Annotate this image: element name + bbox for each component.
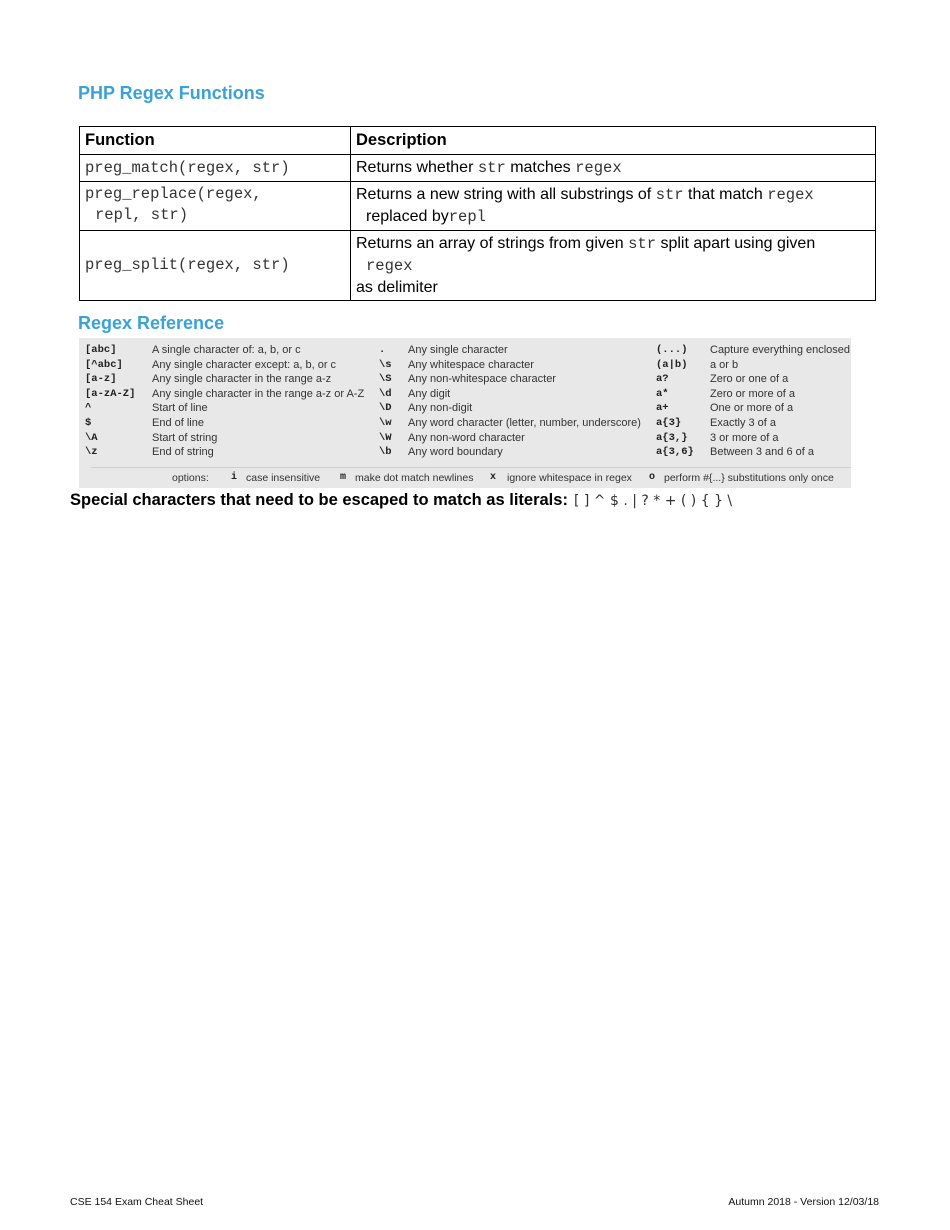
regex-symbol: (a|b) <box>656 358 688 371</box>
regex-description: Any single character in the range a-z <box>152 373 332 386</box>
option-description: make dot match newlines <box>355 472 474 484</box>
inline-code: regex <box>575 159 622 177</box>
regex-description: Any non-whitespace character <box>408 373 556 386</box>
regex-symbol: a{3,} <box>656 431 688 444</box>
regex-symbol: \z <box>85 446 98 459</box>
description-text: Returns a new string with all substrings of <box>356 186 656 203</box>
function-signature-line: preg_split(regex, str) <box>85 256 290 274</box>
regex-reference-box <box>79 338 851 488</box>
regex-symbol: \b <box>379 446 392 459</box>
option-description: ignore whitespace in regex <box>507 472 632 484</box>
regex-description: Start of string <box>152 431 218 444</box>
regex-description: Any whitespace character <box>408 358 534 371</box>
option-description: case insensitive <box>246 472 321 484</box>
inline-code: str <box>477 159 506 177</box>
regex-description: Any non-word character <box>408 431 525 444</box>
description-text: that match <box>683 186 768 203</box>
regex-symbol: [^abc] <box>85 358 123 371</box>
description-text: matches <box>505 159 576 176</box>
description-text: replaced by <box>366 208 449 225</box>
regex-description: Any word boundary <box>408 446 503 459</box>
regex-reference-title: Regex Reference <box>78 313 225 333</box>
regex-description: Between 3 and 6 of a <box>710 446 814 459</box>
description-text: Returns an array of strings from given <box>356 235 629 252</box>
description-header: Description <box>351 127 876 155</box>
option-key: o <box>649 472 656 483</box>
regex-description: Start of line <box>152 402 208 415</box>
regex-symbol: \A <box>85 431 98 444</box>
inline-code: str <box>628 235 657 253</box>
regex-symbol: a+ <box>656 402 669 415</box>
regex-symbol: a{3} <box>656 417 682 429</box>
php-functions-title: PHP Regex Functions <box>78 83 265 103</box>
regex-description: Any word character (letter, number, underscore) <box>408 417 641 429</box>
regex-symbol: [a-zA-Z] <box>85 387 136 400</box>
regex-description: Any non-digit <box>408 402 473 415</box>
regex-description: Any digit <box>408 387 451 400</box>
regex-symbol: ^ <box>85 402 92 415</box>
function-cell <box>80 231 351 301</box>
special-characters-label: Special characters that need to be escaped to match as literals: <box>70 491 568 509</box>
php-functions-table <box>79 126 876 301</box>
regex-symbol: \D <box>379 402 392 415</box>
option-key: m <box>340 472 347 483</box>
regex-description: Any single character except: a, b, or c <box>152 358 337 371</box>
inline-code: regex <box>366 257 413 275</box>
regex-symbol: [abc] <box>85 344 117 356</box>
table-header-row <box>80 127 876 155</box>
regex-symbol: $ <box>85 417 92 429</box>
footer-left: CSE 154 Exam Cheat Sheet <box>70 1196 204 1208</box>
regex-symbol: a{3,6} <box>656 446 694 459</box>
regex-description: Zero or more of a <box>710 387 795 400</box>
regex-symbol: \s <box>379 358 392 371</box>
regex-symbol: a? <box>656 373 669 386</box>
description-cell <box>351 182 876 231</box>
regex-description: Zero or one of a <box>710 373 789 386</box>
regex-description: Any single character in the range a-z or A-Z <box>152 387 365 400</box>
inline-code: repl <box>448 208 486 226</box>
regex-description: 3 or more of a <box>710 431 779 444</box>
regex-symbol: (...) <box>656 344 688 356</box>
regex-description: Exactly 3 of a <box>710 417 777 429</box>
function-signature-line: preg_match(regex, str) <box>85 158 290 177</box>
option-key: i <box>231 472 238 483</box>
regex-symbol: . <box>379 344 386 356</box>
special-characters-list: [ ] ^ $ . | ? * + ( ) { } \ <box>573 493 733 509</box>
special-characters-line <box>70 491 732 510</box>
table-row <box>80 182 876 231</box>
function-signature-line: preg_replace(regex, <box>85 185 262 203</box>
regex-symbol: \d <box>379 387 392 400</box>
function-signature-line: repl, str) <box>95 206 189 224</box>
table-row <box>80 231 876 301</box>
table-row <box>80 155 876 182</box>
description-cell <box>351 231 876 301</box>
option-description: perform #{...} substitutions only once <box>664 472 834 484</box>
regex-symbol: [a-z] <box>85 373 117 386</box>
description-text: split apart using given <box>656 235 816 252</box>
options-divider <box>91 467 851 468</box>
description-cell <box>351 155 876 182</box>
regex-symbol: a* <box>656 387 669 400</box>
regex-description: Any single character <box>408 344 508 356</box>
regex-symbol: \W <box>379 431 392 444</box>
description-text: as delimiter <box>356 279 438 296</box>
footer-right: Autumn 2018 - Version 12/03/18 <box>728 1196 879 1208</box>
regex-description: One or more of a <box>710 402 794 415</box>
php-functions-body <box>80 155 876 301</box>
regex-description: Capture everything enclosed <box>710 344 851 356</box>
regex-symbol: \w <box>379 417 392 429</box>
regex-symbol: \S <box>379 373 392 386</box>
regex-description: a or b <box>710 358 739 371</box>
function-header: Function <box>80 127 351 155</box>
options-label: options: <box>172 472 209 484</box>
inline-code: str <box>655 186 684 204</box>
regex-description: End of line <box>152 417 204 429</box>
function-cell <box>80 182 351 231</box>
regex-description: End of string <box>152 446 214 459</box>
inline-code: regex <box>767 186 814 204</box>
option-key: x <box>490 472 497 483</box>
regex-description: A single character of: a, b, or c <box>152 344 301 356</box>
function-cell <box>80 155 351 182</box>
description-text: Returns whether <box>356 159 478 176</box>
